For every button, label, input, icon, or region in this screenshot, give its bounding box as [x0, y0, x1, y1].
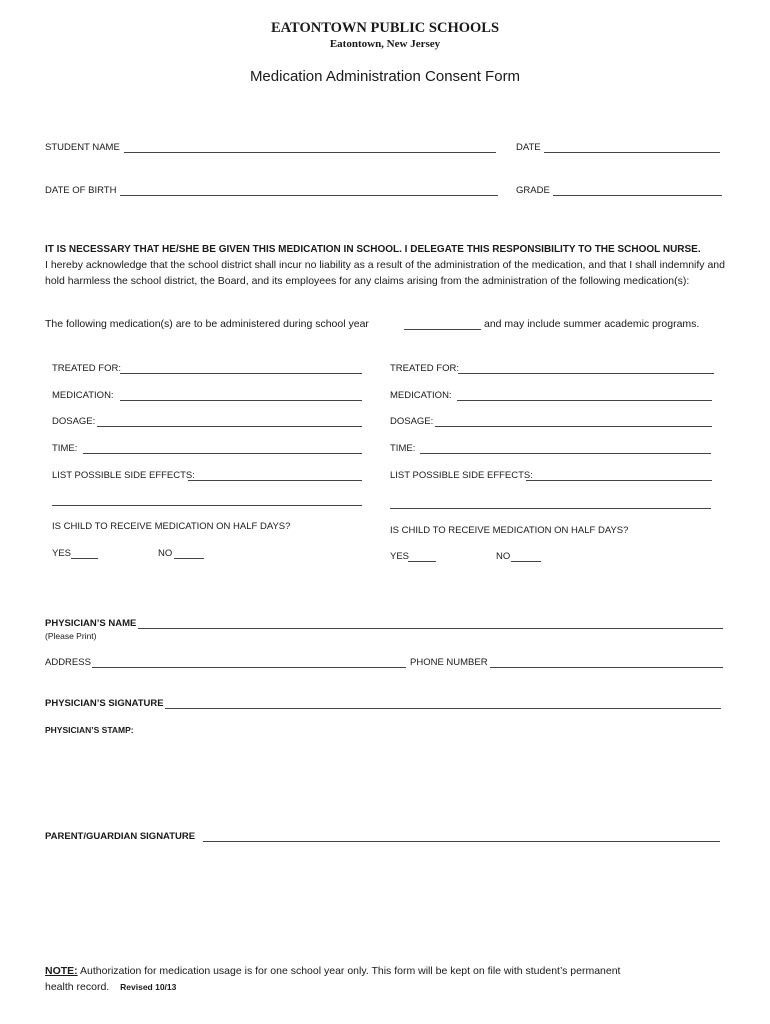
- school-year-prefix: The following medication(s) are to be administered during school year: [45, 318, 369, 330]
- physician-stamp-label: PHYSICIAN’S STAMP:: [45, 725, 134, 735]
- school-name: EATONTOWN PUBLIC SCHOOLS: [270, 20, 500, 36]
- school-location: Eatontown, New Jersey: [329, 38, 441, 50]
- dob-label: DATE OF BIRTH: [45, 185, 117, 196]
- med1-treated-for-field[interactable]: [120, 373, 362, 374]
- med1-side-effects-label: LIST POSSIBLE SIDE EFFECTS:: [52, 470, 195, 481]
- physician-signature-field[interactable]: [165, 708, 721, 709]
- note-label: NOTE:: [45, 965, 78, 977]
- med1-medication-label: MEDICATION:: [52, 390, 114, 401]
- date-field[interactable]: [544, 152, 720, 153]
- med2-half-days-label: IS CHILD TO RECEIVE MEDICATION ON HALF DAYS?: [390, 525, 629, 536]
- note-text-2: health record.: [45, 981, 110, 993]
- med2-dosage-label: DOSAGE:: [390, 416, 434, 427]
- med2-yes-field[interactable]: [408, 561, 436, 562]
- footer-note: [45, 965, 620, 977]
- physician-signature-label: PHYSICIAN’S SIGNATURE: [45, 698, 164, 709]
- med1-half-days-label: IS CHILD TO RECEIVE MEDICATION ON HALF DAYS?: [52, 521, 291, 532]
- med2-side-effects-field[interactable]: [526, 480, 712, 481]
- physician-name-field[interactable]: [138, 628, 723, 629]
- parent-signature-field[interactable]: [203, 841, 720, 842]
- med1-dosage-field[interactable]: [97, 426, 362, 427]
- footer-note-2: [45, 981, 176, 993]
- med1-medication-field[interactable]: [120, 400, 362, 401]
- school-year-field[interactable]: [404, 329, 481, 330]
- med2-treated-for-label: TREATED FOR:: [390, 363, 459, 374]
- med2-time-field[interactable]: [420, 453, 711, 454]
- med1-no-label: NO: [158, 548, 173, 559]
- dob-field[interactable]: [120, 195, 498, 196]
- med2-no-label: NO: [496, 551, 511, 562]
- med1-treated-for-label: TREATED FOR:: [52, 363, 121, 374]
- statement-heading: IT IS NECESSARY THAT HE/SHE BE GIVEN THIS MEDICATION IN SCHOOL. I DELEGATE THIS RESPONSIBILITY TO THE SCHOOL NURSE.: [45, 244, 701, 255]
- grade-label: GRADE: [516, 185, 550, 196]
- form-title: Medication Administration Consent Form: [249, 68, 521, 85]
- school-year-suffix: and may include summer academic programs.: [484, 318, 700, 330]
- med1-no-field[interactable]: [174, 558, 204, 559]
- med1-side-effects-field-2[interactable]: [52, 505, 362, 506]
- phone-label: PHONE NUMBER: [410, 657, 488, 668]
- note-text: Authorization for medication usage is for one school year only. This form will be kept on file with student’s permanent: [80, 965, 621, 977]
- med1-time-field[interactable]: [83, 453, 362, 454]
- med1-yes-field[interactable]: [71, 558, 98, 559]
- med2-medication-field[interactable]: [457, 400, 712, 401]
- physician-name-label: PHYSICIAN’S NAME: [45, 618, 137, 629]
- med2-dosage-field[interactable]: [435, 426, 712, 427]
- phone-field[interactable]: [490, 667, 723, 668]
- student-name-label: STUDENT NAME: [45, 142, 120, 153]
- med1-dosage-label: DOSAGE:: [52, 416, 96, 427]
- grade-field[interactable]: [553, 195, 722, 196]
- med2-medication-label: MEDICATION:: [390, 390, 452, 401]
- student-name-field[interactable]: [124, 152, 496, 153]
- med2-side-effects-label: LIST POSSIBLE SIDE EFFECTS:: [390, 470, 533, 481]
- statement-body: I hereby acknowledge that the school district shall incur no liability as a result of the administration of the medication, and that I shall indemnify and hold harmless the school district, the Board, and its employees for any claims arising from the administration of the following medication(s):: [45, 259, 725, 287]
- med1-yes-label: YES: [52, 548, 72, 559]
- address-field[interactable]: [92, 667, 406, 668]
- parent-signature-label: PARENT/GUARDIAN SIGNATURE: [45, 831, 196, 842]
- med1-side-effects-field[interactable]: [188, 480, 362, 481]
- med2-treated-for-field[interactable]: [458, 373, 714, 374]
- med1-time-label: TIME:: [52, 443, 78, 454]
- med2-no-field[interactable]: [511, 561, 541, 562]
- med2-side-effects-field-2[interactable]: [390, 508, 711, 509]
- med2-yes-label: YES: [390, 551, 410, 562]
- revised-label: Revised 10/13: [120, 982, 177, 992]
- med2-time-label: TIME:: [390, 443, 416, 454]
- address-label: ADDRESS: [45, 657, 91, 668]
- date-label: DATE: [516, 142, 541, 153]
- please-print-note: (Please Print): [45, 631, 97, 641]
